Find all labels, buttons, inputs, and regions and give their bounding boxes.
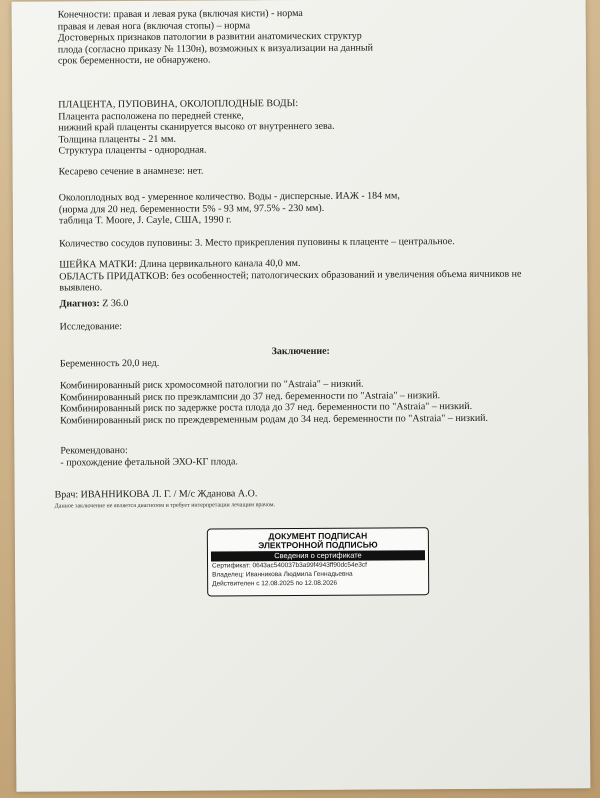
certificate-validity: Действителен с 12.08.2025 по 12.08.2026 [212, 579, 338, 588]
cervix-adnexa-section [59, 257, 521, 294]
limbs-line: правая и левая нога (включая стопы) – норма [57, 19, 251, 32]
conclusion-heading: Заключение: [271, 345, 330, 358]
placenta-section [58, 98, 335, 157]
stamp-title-line1: ДОКУМЕНТ ПОДПИСАН [268, 530, 368, 542]
amniotic-line: Околоплодных вод - умеренное количество. Воды - дисперсные. ИАЖ - 184 мм, [58, 190, 400, 204]
doctor-signature-line: Врач: ИВАННИКОВА Л. Г. / М/с Жданова А.О. [54, 488, 258, 501]
adnexa-line: ОБЛАСТЬ ПРИДАТКОВ: без особенностей; патологических образований и увеличения объема яичников не [59, 268, 522, 282]
certificate-info-bar: Сведения о сертификате [211, 550, 425, 561]
stamp-title-line2: ЭЛЕКТРОННОЙ ПОДПИСЬЮ [258, 539, 378, 551]
risk-line: Комбинированный риск хромосомной патологии по "Astraia" – низкий. [59, 378, 364, 392]
adnexa-line: выявлено. [59, 282, 103, 294]
recommendation-section [60, 444, 238, 468]
placenta-line: Плацента расположена по передней стенке, [58, 109, 244, 122]
recommendation-item: - прохождение фетальной ЭХО-КГ плода. [60, 455, 238, 468]
certificate-number: Сертификат: 0643ac540037b3a99f4943ff90dc54e3cf [212, 561, 367, 570]
umbilical-vessels-line: Количество сосудов пуповины: 3. Место прикрепления пуповины к плаценте – центральное. [59, 236, 455, 250]
recommendation-heading: Рекомендовано: [60, 445, 128, 457]
amniotic-line: таблица T. Moore, J. Cayle, США, 1990 г. [58, 214, 232, 227]
cervix-line: ШЕЙКА МАТКИ: Длина цервикального канала 40,0 мм. [59, 258, 301, 271]
limbs-line: плода (согласно приказу № 1130н), возможных к визуализации на данный [57, 42, 373, 55]
placenta-line: Структура плаценты - однородная. [58, 144, 207, 157]
risk-line: Комбинированный риск по задержке роста плода до 37 нед. беременности по "Astraia" – низкий. [60, 400, 473, 415]
amniotic-section [59, 190, 400, 227]
limbs-line: Конечности: правая и левая рука (включая кисти) - норма [57, 7, 303, 21]
limbs-line: Достоверных признаков патологии в развитии анатомических структур [57, 30, 362, 44]
disclaimer-note: Данное заключение не является диагнозом и требует интерпретации лечащим врачом. [54, 502, 276, 510]
diagnosis-line [59, 298, 128, 310]
risk-line: Комбинированный риск по преждевременным родам до 34 нед. беременности по "Astraia" – низкий. [60, 412, 489, 426]
cesarean-line: Кесарево сечение в анамнезе: нет. [58, 165, 204, 178]
medical-report-page [12, 0, 591, 792]
placenta-heading: ПЛАЦЕНТА, ПУПОВИНА, ОКОЛОПЛОДНЫЕ ВОДЫ: [58, 98, 299, 111]
risk-section [60, 378, 488, 427]
limbs-section [58, 8, 373, 67]
amniotic-line: (норма для 20 нед. беременности 5% - 93 мм, 97.5% - 230 мм). [58, 202, 325, 215]
study-label: Исследование: [59, 321, 123, 333]
placenta-line: нижний край плаценты сканируется высоко от внутреннего зева. [58, 120, 335, 134]
diagnosis-label: Диагноз: [59, 298, 100, 310]
diagnosis-code: Z 36.0 [102, 298, 129, 310]
certificate-owner: Владелец: Иванникова Людмила Геннадьевна [212, 570, 353, 579]
electronic-signature-stamp [207, 527, 429, 596]
risk-line: Комбинированный риск по преэклампсии до 37 нед. беременности по "Astraia" – низкий. [59, 389, 441, 403]
pregnancy-term: Беременность 20,0 нед. [59, 357, 160, 370]
placenta-line: Толщина плаценты - 21 мм. [58, 133, 177, 145]
limbs-line: срок беременности, не обнаружено. [57, 54, 211, 67]
